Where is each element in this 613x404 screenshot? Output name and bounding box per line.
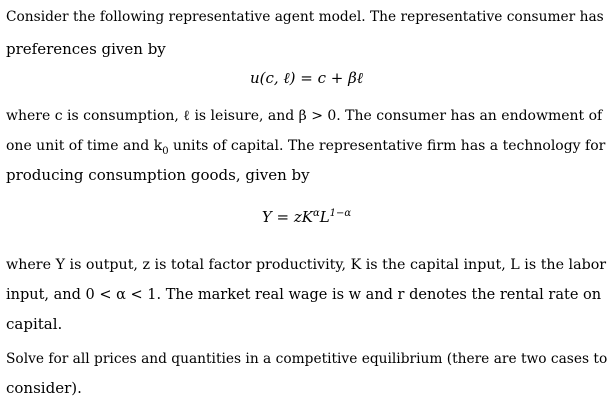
production-equation-mid: L [319,208,330,226]
paragraph-2-line-2-a: one unit of time and k [6,138,163,154]
paragraph-1-line-1: Consider the following representative agent model. The representative consumer has [6,9,604,25]
paragraph-2-line-2 [6,137,605,155]
paragraph-3-line-1: where Y is output, z is total factor productivity, K is the capital input, L is the labor [6,257,607,273]
paragraph-4-line-2: consider). [6,379,82,397]
paragraph-1-line-2: preferences given by [6,40,166,58]
paragraph-3-line-3: capital. [6,315,63,333]
production-equation-sup-1: α [312,208,320,219]
utility-equation [0,69,613,87]
utility-equation-rhs: = c + βℓ [295,69,364,87]
paragraph-2-line-2-b: units of capital. The representative firm has a technology for [168,138,606,154]
capital-subscript: 0 [162,145,169,157]
utility-equation-lhs: u(c, ℓ) [249,69,296,87]
paragraph-4-line-1: Solve for all prices and quantities in a competitive equilibrium (there are two cases to [6,351,608,367]
paragraph-3-line-2: input, and 0 < α < 1. The market real wage is w and r denotes the rental rate on [6,287,602,303]
production-equation-sup-2: 1−α [329,208,352,219]
production-equation [0,208,613,226]
paragraph-2-line-1: where c is consumption, ℓ is leisure, and β > 0. The consumer has an endowment of [6,108,603,124]
production-equation-pre: Y = zK [261,208,313,226]
paragraph-2-line-3: producing consumption goods, given by [6,166,310,184]
